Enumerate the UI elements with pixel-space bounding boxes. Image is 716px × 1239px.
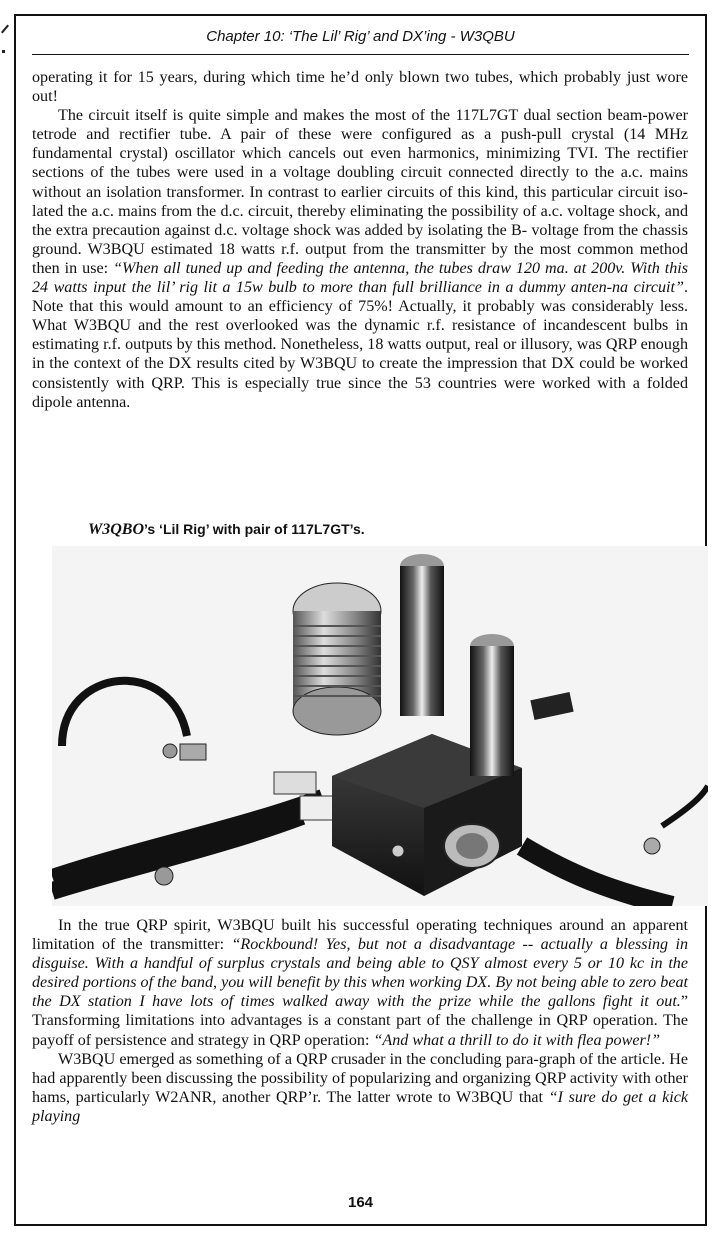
- transmitter-photo: [52, 546, 708, 906]
- header-rule: [32, 54, 689, 55]
- figure-caption: [88, 521, 365, 539]
- paragraph: [32, 1050, 688, 1126]
- italic-quote: “Rockbound! Yes, but not a disadvantage -- actually a blessing in disguise. With a handful of surplus crystals and being able to QSY almost every 5 or 10 kc in the desired portions of the band, you will benefit by this when working DX. By not being able to zero beat the DX station I have lots of times walked away with the prize while the gallons fight it out.: [32, 936, 688, 1011]
- italic-quote: “And what a thrill to do it with flea power!”: [373, 1031, 661, 1049]
- paragraph: [32, 68, 688, 106]
- margin-dot: [2, 50, 5, 53]
- text-run: ” Transforming limitations into advantages is a constant part of the challenge in QRP operation. The payoff of persistence and strategy in QRP operation:: [32, 993, 688, 1049]
- body-text-bottom: [32, 916, 688, 1126]
- italic-quote: “I sure do get a kick playing: [32, 1088, 688, 1125]
- text-run: operating it for 15 years, during which time he’d only blown two tubes, which probably just wore out!: [32, 69, 688, 106]
- running-header: Chapter 10: ‘The Lil’ Rig’ and DX’ing - W3QBU: [206, 28, 515, 45]
- text-run: . Note that this would amount to an efficiency of 75%! Actually, it probably was considerably less. What W3BQU and the rest overlooked was the dynamic r.f. resistance of incandescent bulbs in estimating r.f. outputs by this method. Nonetheless, 18 watts output, real or illusory, was QRP enough in the context of the DX results cited by W3BQU to create the impression that DX could be worked consistently with QRP. This is especially true since the 53 countries were worked with a folded dipole antenna.: [32, 279, 688, 411]
- italic-quote: “When all tuned up and feeding the antenna, the tubes draw 120 ma. at 200v. With this 24 watts input the lil’ rig lit a 15w bulb to more than full brilliance in a dummy anten-na circuit”: [32, 259, 688, 297]
- caption-callsign: W3QBO: [88, 521, 145, 538]
- margin-mark: [1, 25, 9, 34]
- page-number: 164: [347, 1194, 374, 1211]
- caption-text: ’s ‘Lil Rig’ with pair of 117L7GT’s.: [144, 521, 365, 537]
- text-run: W3BQU emerged as something of a QRP crusader in the concluding para-graph of the article. He had apparently been discussing the possibility of popularizing and organizing QRP activity with other hams, particularly W2ANR, another QRP’r. The latter wrote to W3BQU that: [32, 1050, 688, 1106]
- text-run: In the true QRP spirit, W3BQU built his successful operating techniques around an apparent limitation of the transmitter:: [32, 917, 688, 954]
- paragraph: [32, 916, 688, 1050]
- body-text-top: [32, 68, 688, 412]
- text-run: The circuit itself is quite simple and makes the most of the 117L7GT dual section beam-power tetrode and rectifier tube. A pair of these were configured as a push-pull crystal (14 MHz fundamental crystal) oscillator which cancels out even harmonics, minimizing TVI. The rectifier sections of the tubes were used in a voltage doubling circuit connected directly to the a.c. mains without an isolation transformer. In contrast to earlier circuits of this kind, this particular circuit iso-lated the a.c. mains from the d.c. circuit, thereby eliminating the possibility of a.c. voltage shock, and the extra precaution against d.c. voltage shock was added by isolating the B- voltage from the chassis ground. W3BQU estimated 18 watts r.f. output from the transmitter by the most common method then in use:: [32, 107, 688, 277]
- book-page: [14, 14, 707, 1226]
- paragraph: [32, 106, 688, 412]
